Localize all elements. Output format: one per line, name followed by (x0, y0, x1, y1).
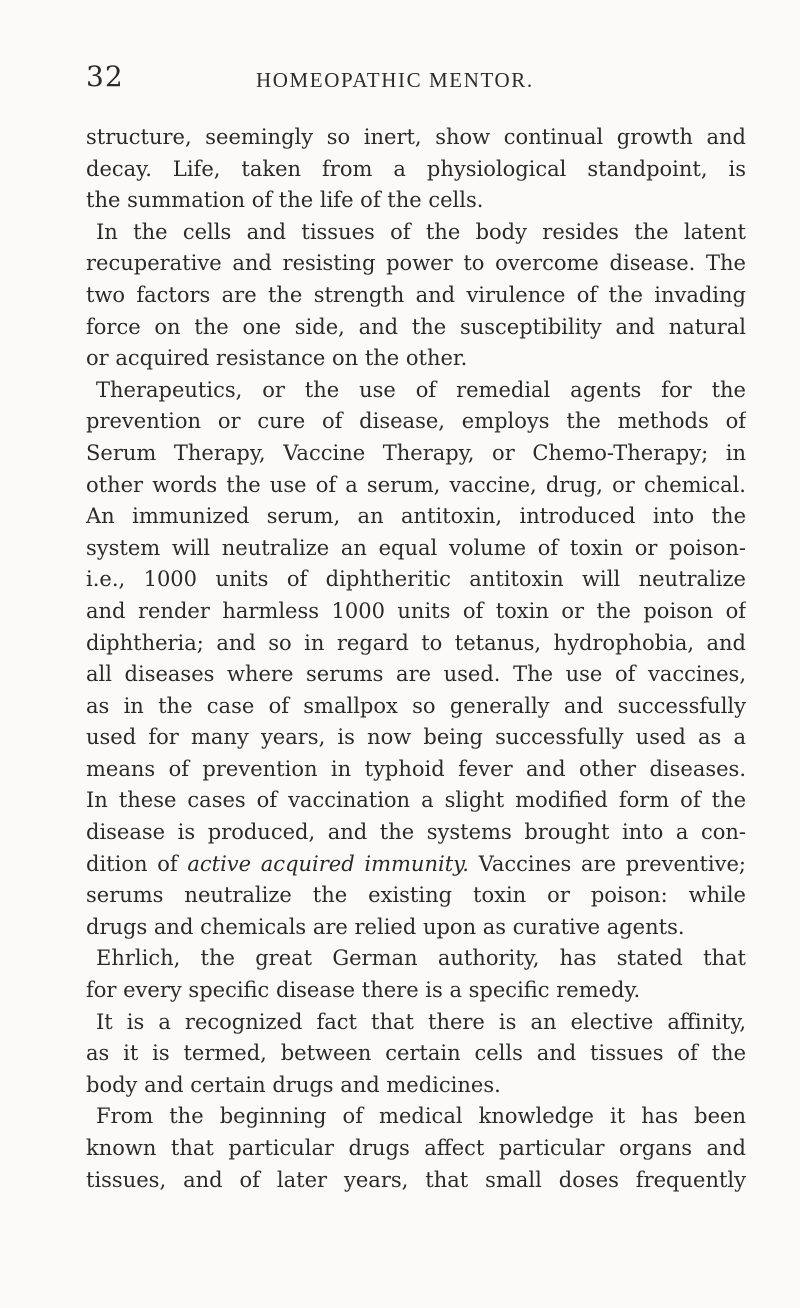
text-line: decay. Life, taken from a physiological standpoint, is (86, 156, 746, 181)
text-line: system will neutralize an equal volume of toxin or poison- (86, 535, 746, 560)
text-segment: Vaccines are preventive; (468, 851, 746, 876)
text-line: as in the case of smallpox so generally and successfully (86, 693, 746, 718)
text-line: disease is produced, and the systems brought into a con- (86, 820, 746, 845)
running-title: HOMEOPATHIC MENTOR. (256, 68, 534, 92)
text-line: From the beginning of medical knowledge it has been (96, 1104, 746, 1129)
text-line: recuperative and resisting power to overcome disease. The (86, 251, 746, 276)
text-line: as it is termed, between certain cells and tissues of the (86, 1041, 746, 1066)
text-line: force on the one side, and the susceptibility and natural (86, 314, 746, 339)
running-head (86, 60, 746, 94)
text-line: or acquired resistance on the other. (86, 346, 468, 371)
text-line: for every specific disease there is a specific remedy. (86, 978, 641, 1003)
text-line: i.e., 1000 units of diphtheritic antitoxin will neutralize (86, 567, 746, 592)
italic-phrase: active acquired immunity. (187, 851, 469, 876)
text-line: tissues, and of later years, that small doses frequently (86, 1167, 746, 1192)
text-line: prevention or cure of disease, employs the methods of (86, 409, 746, 434)
text-segment: dition of (86, 851, 188, 876)
text-line: It is a recognized fact that there is an elective affinity, (96, 1009, 746, 1034)
text-line: Serum Therapy, Vaccine Therapy, or Chemo-Therapy; in (86, 440, 746, 465)
text-line: used for many years, is now being successfully used as a (86, 725, 746, 750)
text-line: An immunized serum, an antitoxin, introduced into the (86, 504, 746, 529)
text-line: and render harmless 1000 units of toxin or the poison of (86, 598, 746, 623)
page-number: 32 (86, 60, 124, 93)
text-line: all diseases where serums are used. The use of vaccines, (86, 662, 746, 687)
text-line: Therapeutics, or the use of remedial agents for the (96, 377, 746, 402)
text-line: other words the use of a serum, vaccine, drug, or chemical. (86, 472, 746, 497)
text-line: In the cells and tissues of the body resides the latent (96, 219, 746, 244)
body-text (86, 122, 746, 1196)
text-line: structure, seemingly so inert, show continual growth and (86, 125, 746, 149)
text-line: the summation of the life of the cells. (86, 188, 484, 213)
text-line: two factors are the strength and virulence of the invading (86, 282, 746, 307)
text-line-with-italic (86, 849, 746, 881)
text-line: Ehrlich, the great German authority, has stated that (96, 946, 746, 971)
text-line: diphtheria; and so in regard to tetanus, hydrophobia, and (86, 630, 746, 655)
text-line: drugs and chemicals are relied upon as curative agents. (86, 914, 685, 939)
text-line: body and certain drugs and medicines. (86, 1072, 501, 1097)
text-line: serums neutralize the existing toxin or poison: while (86, 883, 746, 908)
text-line: In these cases of vaccination a slight modified form of the (86, 788, 746, 813)
text-line: means of prevention in typhoid fever and other diseases. (86, 756, 746, 781)
text-line: known that particular drugs affect particular organs and (86, 1136, 746, 1160)
